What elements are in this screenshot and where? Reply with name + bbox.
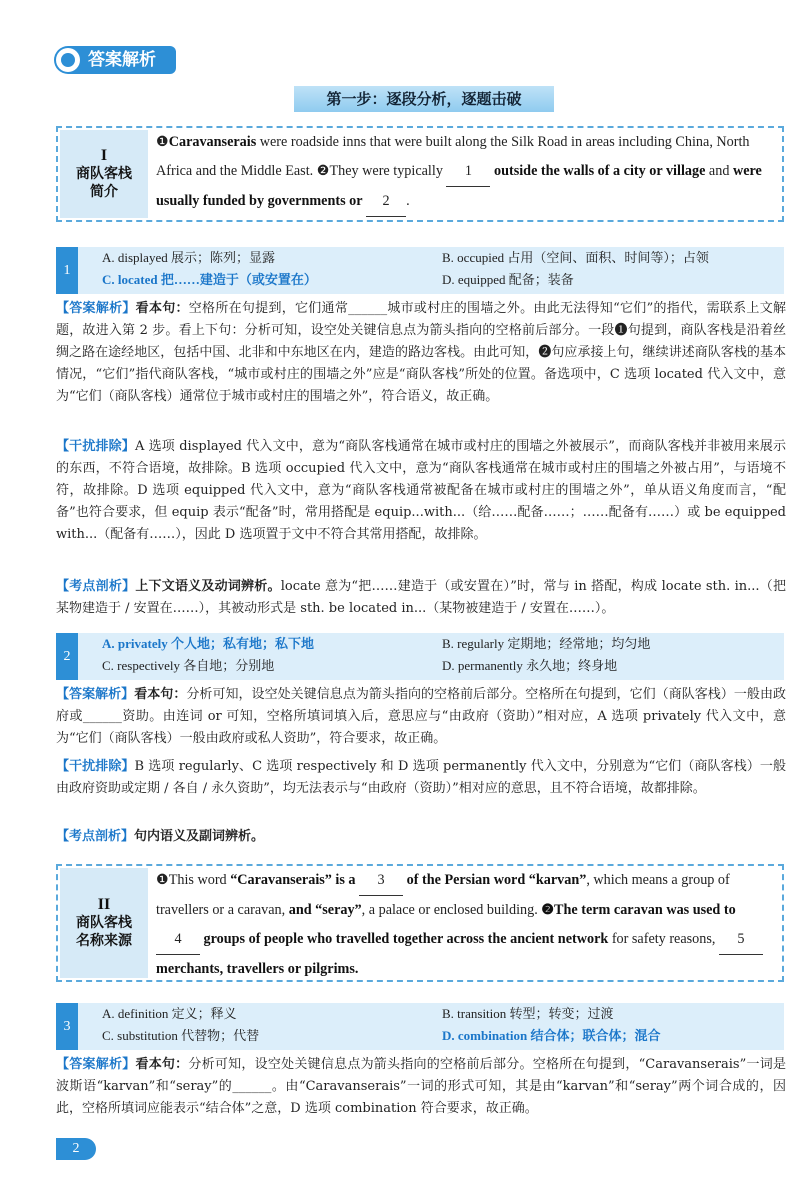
option-c: C. respectively 各自地；分别地: [102, 658, 275, 673]
keyword: “Caravanserais” is a: [230, 872, 356, 888]
distractor-tag: 【干扰排除】: [56, 439, 135, 454]
distractor-text: A 选项 displayed 代入文中，意为“商队客栈通常在城市或村庄的围墙之外被展示”，而商队客栈并非被用来展示的东西，不符合语境，故排除。B 选项 occupied 代入文中，意为“商队客栈通常在城市或村庄的围墙之外被占用”，与语境不符，故排除。D 选项 equipped 代入文中，意为“商队客栈通常被配备在城市或村庄的围墙之外”，单从语义角度而言，“配备”也符合要求，但 equip 表示“配备”时，常用搭配是 equip...with...（给……配备……；……配备有……）或 be equipped with...（配备有……），因此 D 选项置于文中不符合其常用搭配，故排除。: [56, 439, 786, 542]
header-badge-label: 答案解析: [88, 50, 156, 70]
step-title-label: 第一步：逐段分析，逐题击破: [326, 90, 522, 108]
point-analysis-1: [56, 576, 786, 620]
analysis-lead: 看本句：: [134, 687, 187, 702]
keyword: groups of people who travelled together across the ancient network: [203, 931, 609, 947]
distractor-analysis-1: [56, 436, 786, 546]
point-tag: 【考点剖析】: [56, 829, 135, 844]
option-a-correct: A. privately 个人地；私有地；私下地: [102, 636, 314, 651]
passage-span: .: [406, 193, 410, 209]
step-title: [294, 86, 554, 112]
question-number: 1: [56, 247, 78, 294]
blank-3: 3: [359, 866, 403, 896]
blank-2: 2: [366, 187, 406, 217]
option-a: A. displayed 展示；陈列；显露: [102, 250, 275, 265]
page-number: 2: [56, 1138, 96, 1160]
section-label-1: [60, 130, 148, 218]
option-b: B. regularly 定期地；经常地；均匀地: [442, 636, 651, 651]
keyword: of the Persian word “karvan”: [406, 872, 587, 888]
keyword: outside the walls of a city or village: [494, 163, 706, 179]
option-c-correct: C. located 把……建造于（或安置在）: [102, 272, 317, 287]
point-analysis-2: [56, 826, 786, 848]
section-title: 商队客栈简介: [76, 166, 132, 200]
search-icon: [56, 48, 80, 72]
passage-text-2: [156, 866, 780, 984]
analysis-tag: 【答案解析】: [56, 1057, 136, 1072]
point-lead: 上下文语义及动词辨析。: [135, 579, 281, 594]
point-text: locate 意为“把……建造于（或安置在）”时，常与 in 搭配，构成 locate sth. in...（把某物建造于 / 安置在……），其被动形式是 sth. be located in...（某物被建造于 / 安置在……）。: [56, 579, 786, 616]
option-a: A. definition 定义；释义: [102, 1006, 237, 1021]
option-d: D. equipped 配备；装备: [442, 272, 574, 287]
section-number: II: [97, 896, 111, 913]
option-d: D. permanently 永久地；终身地: [442, 658, 618, 673]
passage-span: for safety reasons,: [608, 931, 719, 947]
analysis-lead: 看本句：: [135, 1057, 189, 1072]
passage-span: ❶This word: [156, 872, 231, 888]
passage-span: , a palace or enclosed building.: [361, 902, 542, 918]
distractor-analysis-2: [56, 756, 786, 800]
analysis-text: 分析可知，设空处关键信息点为箭头指向的空格前后部分。空格所在句提到，“Caravanserais”一词是波斯语“karvan”和“seray”的______。由“Caravanserais”一词的形式可知，其是由“karvan”和“seray”两个词合成的，因此，空格所填词应能表示“结合体”之意，D 选项 combination 符合要求，故正确。: [56, 1057, 786, 1116]
keyword: were usually funded by governments or: [156, 163, 762, 209]
question-number: 3: [56, 1003, 78, 1050]
keyword: merchants, travellers or pilgrims.: [156, 961, 359, 977]
analysis-lead: 看本句：: [135, 301, 189, 316]
point-lead: 句内语义及副词辨析。: [134, 829, 265, 844]
passage-span: and: [705, 163, 733, 179]
point-tag: 【考点剖析】: [56, 579, 136, 594]
analysis-tag: 【答案解析】: [56, 687, 135, 702]
keyword: Caravanserais: [168, 134, 257, 150]
blank-4: 4: [156, 925, 200, 955]
section-number: I: [100, 147, 108, 164]
distractor-tag: 【干扰排除】: [56, 759, 135, 774]
option-b: B. occupied 占用（空间、面积、时间等）；占领: [442, 250, 709, 265]
passage-span: , which means a group of travellers or a caravan,: [156, 872, 730, 918]
answer-analysis-3: [56, 1054, 786, 1120]
answer-analysis-2: [56, 684, 786, 750]
option-b: B. transition 转型；转变；过渡: [442, 1006, 614, 1021]
analysis-tag: 【答案解析】: [56, 301, 136, 316]
question-number: 2: [56, 633, 78, 680]
analysis-text: 空格所在句提到，它们通常______城市或村庄的围墙之外。由此无法得知“它们”的指代，需联系上文解题，故进入第 2 步。看上下句：分析可知，设空处关键信息点为箭头指向的空格前后部分。一段❶句提到，商队客栈是沿着丝绸之路在途经地区，包括中国、北非和中东地区在内，建造的路边客栈。由此可知，❷句应承接上句，继续讲述商队客栈的基本情况，“它们”指代商队客栈，“城市或村庄的围墙之外”应是“商队客栈”所处的位置。备选项中，C 选项 located 代入文中，意为“它们（商队客栈）通常位于城市或村庄的围墙之外”，符合语义，故正确。: [56, 301, 786, 404]
sentence-marker: ❶: [156, 134, 169, 150]
keyword: and “seray”: [288, 902, 362, 918]
passage-span: were roadside inns that were built along the Silk Road in areas including China, North Africa and the Middle East. ❷They were typically: [156, 134, 750, 179]
section-header-badge: [54, 46, 176, 74]
section-title: 商队客栈名称来源: [76, 915, 132, 949]
section-label-2: [60, 868, 148, 978]
blank-1: 1: [446, 157, 490, 187]
option-d-correct: D. combination 结合体；联合体；混合: [442, 1028, 661, 1043]
passage-text-1: [156, 128, 780, 217]
keyword: ❷The term caravan was used to: [541, 902, 736, 918]
distractor-text: B 选项 regularly、C 选项 respectively 和 D 选项 permanently 代入文中，分别意为“它们（商队客栈）一般由政府资助或定期 / 各自 / 永久资助”，均无法表示与“由政府（资助）”相对应的意思，且不符合语境，故都排除。: [56, 759, 786, 796]
analysis-text: 分析可知，设空处关键信息点为箭头指向的空格前后部分。空格所在句提到，它们（商队客栈）一般由政府或______资助。由连词 or 可知，空格所填词填入后，意思应与“由政府（资助）”相对应，A 选项 privately 代入文中，意为“它们（商队客栈）一般由政府或私人资助”，符合要求，故正确。: [56, 687, 786, 746]
answer-analysis-1: [56, 298, 786, 408]
option-c: C. substitution 代替物；代替: [102, 1028, 260, 1043]
blank-5: 5: [719, 925, 763, 955]
